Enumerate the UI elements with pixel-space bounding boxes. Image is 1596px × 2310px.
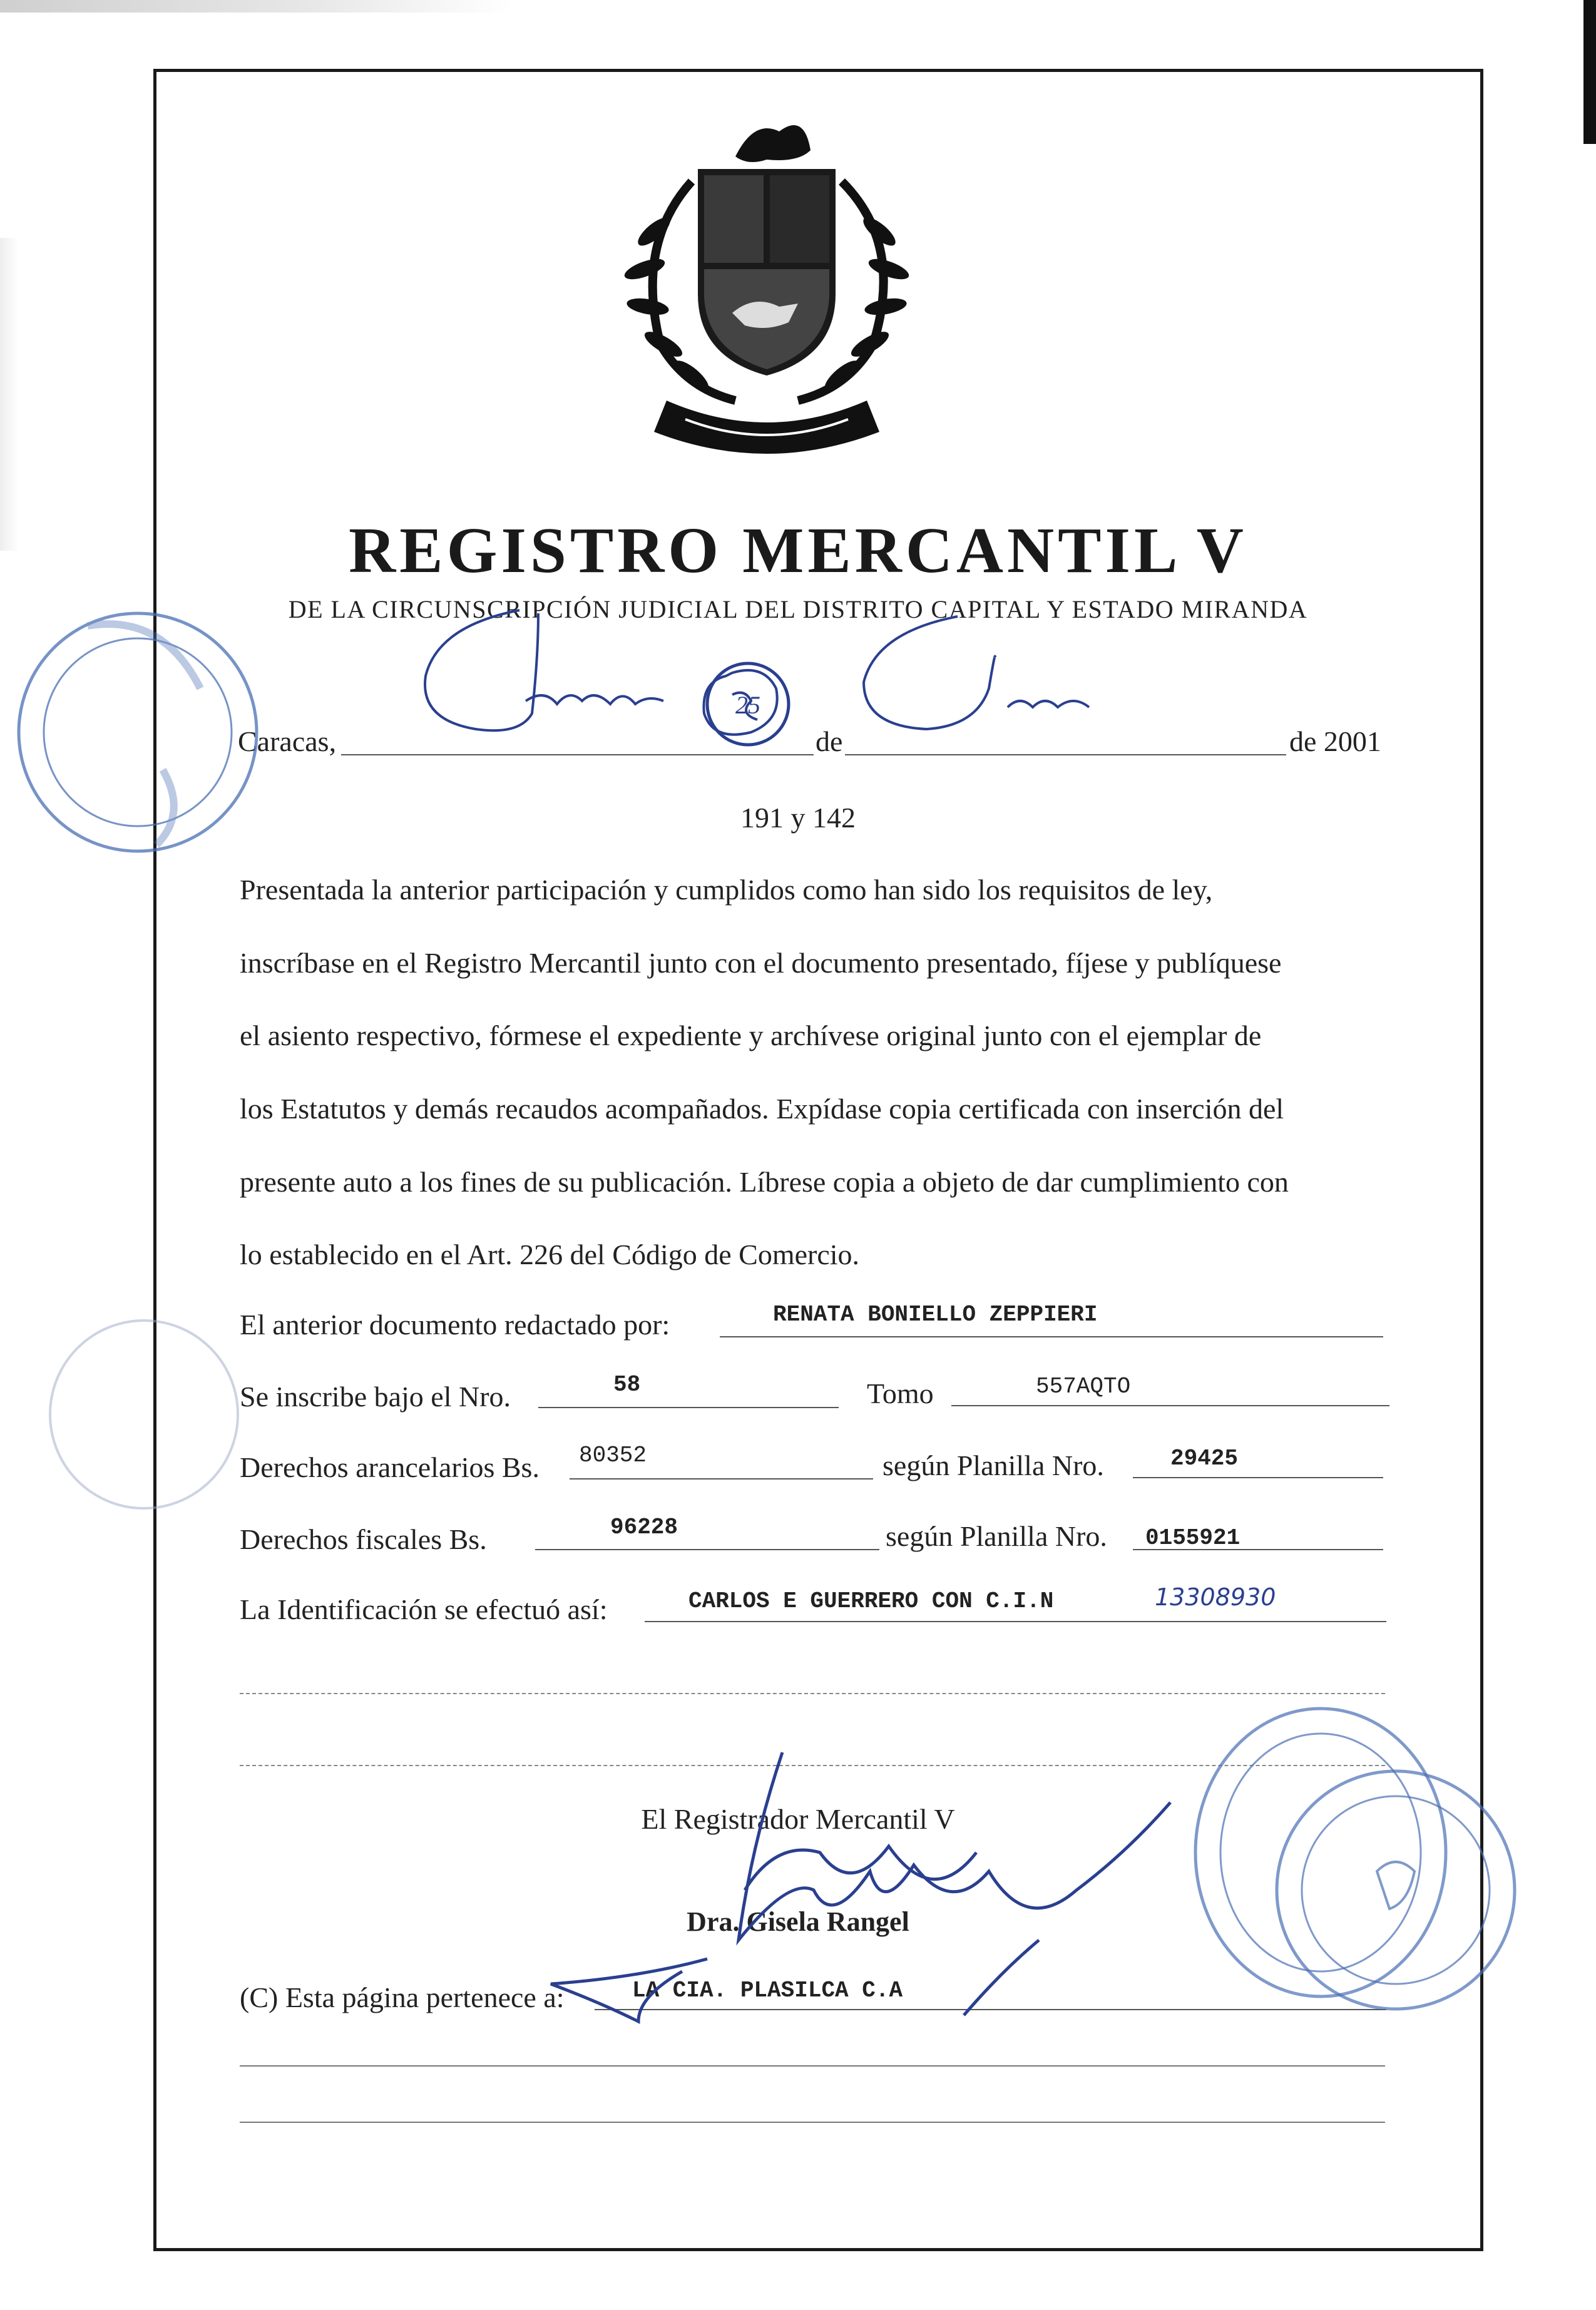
coat-of-arms-emblem [610, 106, 923, 469]
fiscal-value: 96228 [610, 1515, 678, 1540]
page-owner-value: LA CIA. PLASILCA C.A [632, 1978, 903, 2003]
document-title: REGISTRO MERCANTIL V [349, 514, 1247, 586]
registered-line [538, 1407, 839, 1408]
page-owner-line [595, 2009, 1386, 2010]
planilla-label-2: según Planilla Nro. [886, 1520, 1107, 1552]
planilla-value-2: 0155921 [1145, 1525, 1240, 1551]
identification-label: La Identificación se efectuó así: [240, 1593, 608, 1625]
arancel-value: 80352 [579, 1443, 647, 1468]
document-subtitle: DE LA CIRCUNSCRIPCIÓN JUDICIAL DEL DISTRITO CAPITAL Y ESTADO MIRANDA [288, 595, 1308, 623]
body-line-5: presente auto a los fines de su publicación. Líbrese copia a objeto de dar cumplimiento con [240, 1166, 1289, 1198]
blank-line-1 [240, 1693, 1385, 1694]
scan-edge-left [0, 238, 19, 551]
tomo-label: Tomo [867, 1377, 934, 1409]
body-line-1: Presentada la anterior participación y cumplidos como han sido los requisitos de ley, [240, 874, 1213, 906]
blank-line-3 [240, 2065, 1385, 2067]
body-line-2: inscríbase en el Registro Mercantil junto con el documento presentado, fíjese y publíquese [240, 947, 1282, 979]
blank-line-4 [240, 2122, 1385, 2123]
fiscal-label: Derechos fiscales Bs. [240, 1523, 487, 1555]
place-label: Caracas, [238, 725, 337, 757]
arancel-label: Derechos arancelarios Bs. [240, 1451, 540, 1483]
day-line [341, 754, 814, 755]
month-line [845, 754, 1286, 755]
planilla-line-1 [1133, 1477, 1383, 1478]
body-line-6: lo establecido en el Art. 226 del Código de Comercio. [240, 1239, 860, 1270]
drafted-by-line [720, 1336, 1383, 1337]
year-label: de 2001 [1289, 725, 1381, 757]
body-line-4: los Estatutos y demás recaudos acompañados. Expídase copia certificada con inserción del [240, 1093, 1284, 1125]
tomo-line [951, 1405, 1389, 1406]
blank-line-2 [240, 1765, 1385, 1766]
drafted-by-label: El anterior documento redactado por: [240, 1309, 670, 1341]
registrar-title: El Registrador Mercantil V [641, 1803, 955, 1835]
years-line: 191 y 142 [740, 802, 856, 834]
fiscal-line [535, 1549, 879, 1550]
scan-edge-right [1583, 0, 1596, 144]
page-owner-label: (C) Esta página pertenece a: [240, 1981, 565, 2013]
identification-line [645, 1621, 1386, 1622]
registrar-name: Dra. Gisela Rangel [687, 1906, 909, 1937]
body-line-3: el asiento respectivo, fórmese el expediente y archívese original junto con el ejemplar de [240, 1020, 1262, 1051]
identification-value: CARLOS E GUERRERO CON C.I.N [688, 1588, 1054, 1614]
drafted-by-value: RENATA BONIELLO ZEPPIERI [773, 1302, 1098, 1327]
day-number-text: 25 [735, 691, 760, 719]
registered-label: Se inscribe bajo el Nro. [240, 1381, 511, 1413]
tomo-value: 557AQTO [1036, 1374, 1131, 1399]
planilla-value-1: 29425 [1170, 1446, 1239, 1471]
scan-edge-top [0, 0, 513, 13]
planilla-label-1: según Planilla Nro. [882, 1449, 1104, 1481]
date-connector: de [816, 725, 843, 757]
arancel-line [570, 1478, 873, 1480]
registered-number: 58 [613, 1372, 641, 1398]
identification-number: 13308930 [1155, 1583, 1276, 1611]
